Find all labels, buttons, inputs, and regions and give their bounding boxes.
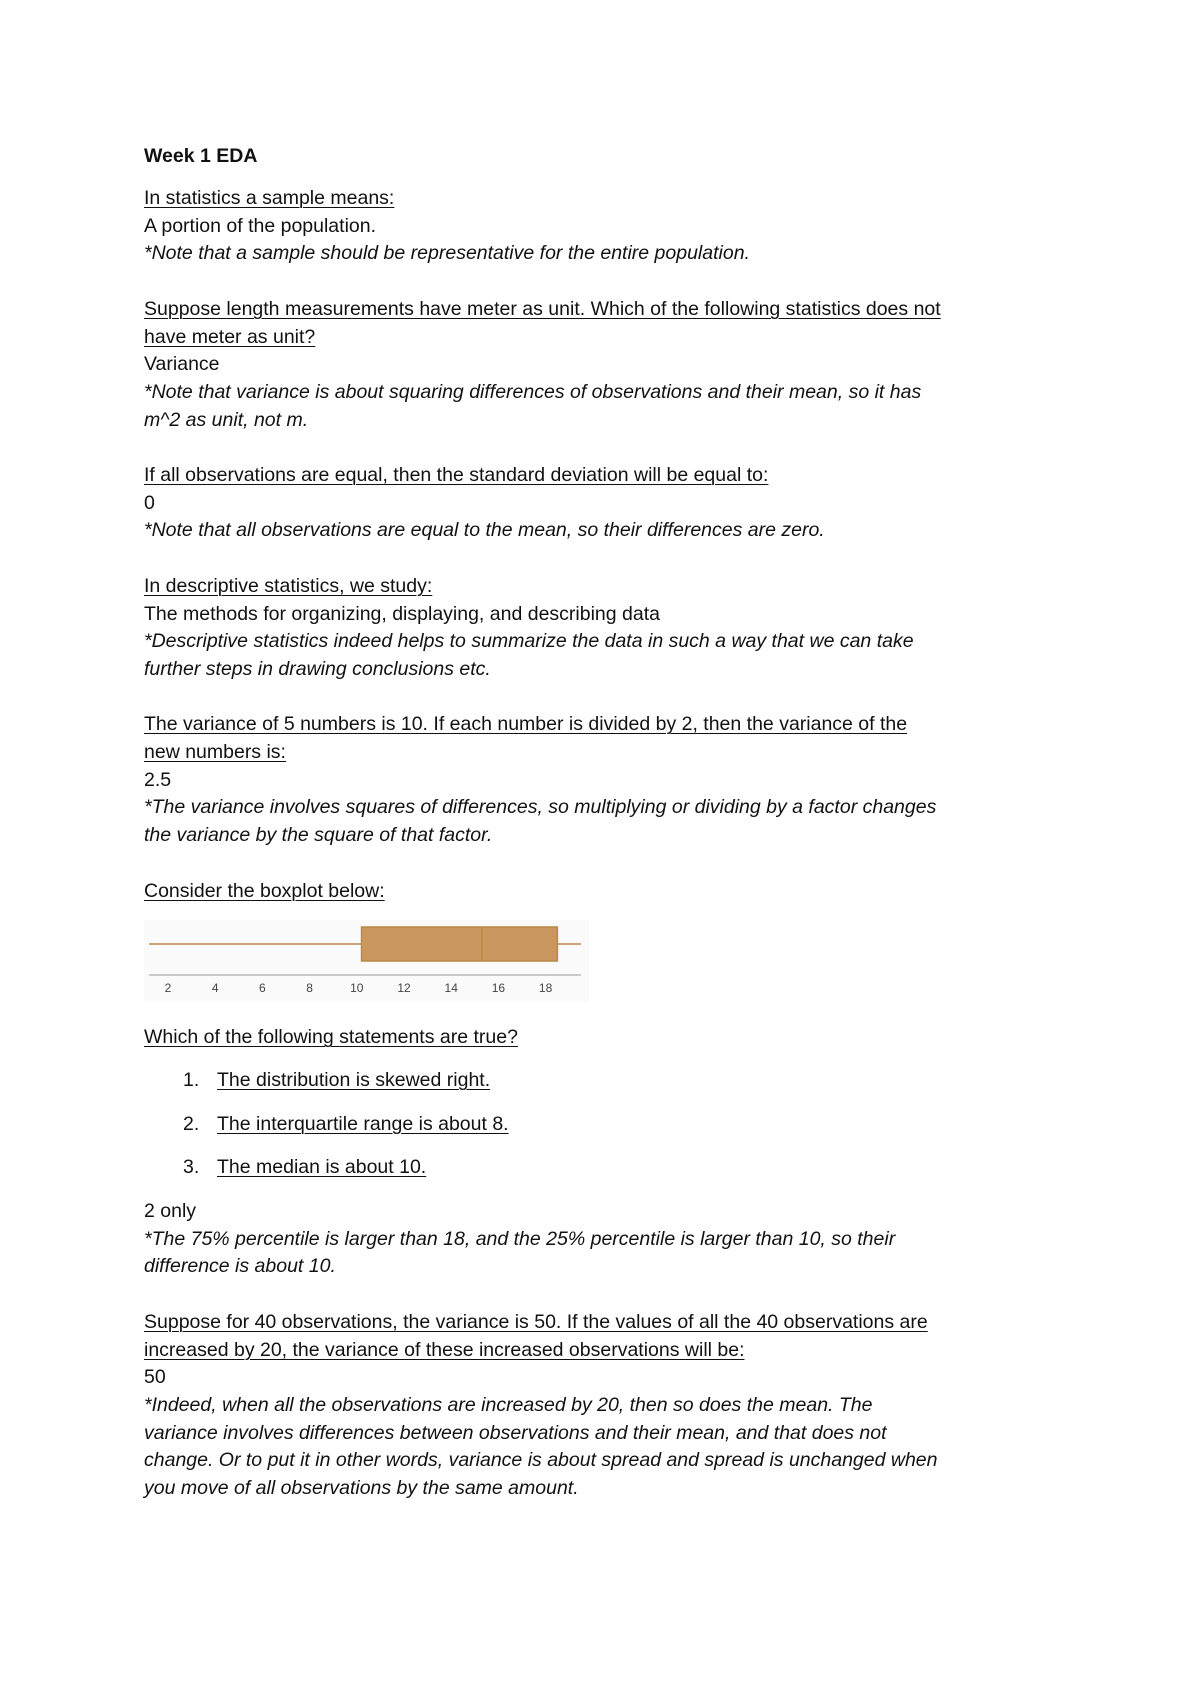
statement-list bbox=[144, 1067, 1084, 1182]
note-line: *Note that variance is about squaring differences of observations and their mean, so it has bbox=[144, 380, 922, 403]
note-line: *Note that a sample should be representative for the entire population. bbox=[144, 242, 750, 265]
note-line: difference is about 10. bbox=[144, 1255, 336, 1278]
statement-item bbox=[144, 1111, 1084, 1139]
tick-label: 14 bbox=[444, 981, 458, 996]
boxplot-intro: Consider the boxplot below: bbox=[144, 879, 385, 902]
note-line: *Descriptive statistics indeed helps to summarize the data in such a way that we can take bbox=[144, 630, 914, 653]
answer: 0 bbox=[144, 491, 155, 514]
boxplot-question: Which of the following statements are true? bbox=[144, 1026, 518, 1049]
answer: 50 bbox=[144, 1366, 166, 1389]
tick-label: 16 bbox=[491, 981, 506, 996]
question-line: If all observations are equal, then the standard deviation will be equal to: bbox=[144, 464, 769, 486]
question-block bbox=[144, 462, 1084, 573]
note-line: change. Or to put it in other words, variance is about spread and spread is unchanged when bbox=[144, 1449, 938, 1472]
answer: Variance bbox=[144, 353, 220, 376]
note-line: further steps in drawing conclusions etc. bbox=[144, 657, 491, 680]
statement-item bbox=[144, 1154, 1084, 1182]
question-block bbox=[144, 185, 1084, 296]
statement-number: 2. bbox=[183, 1112, 200, 1135]
note-line: variance involves differences between observations and their mean, and that does not bbox=[144, 1421, 887, 1444]
question-line: In statistics a sample means: bbox=[144, 187, 395, 209]
question-line: The variance of 5 numbers is 10. If each number is divided by 2, then the variance of the bbox=[144, 713, 908, 736]
page-title: Week 1 EDA bbox=[144, 145, 258, 167]
tick-label: 10 bbox=[350, 981, 364, 996]
question-block bbox=[144, 1309, 1084, 1503]
note-line: the variance by the square of that factor. bbox=[144, 824, 493, 847]
question-block bbox=[144, 573, 1084, 712]
tick-label: 2 bbox=[164, 981, 172, 996]
answer: 2.5 bbox=[144, 768, 172, 791]
question-line: In descriptive statistics, we study: bbox=[144, 574, 433, 597]
answer: 2 only bbox=[144, 1200, 197, 1223]
boxplot-chart bbox=[144, 920, 589, 1002]
note-line: *The 75% percentile is larger than 18, and the 25% percentile is larger than 10, so their bbox=[144, 1227, 896, 1250]
box-iqr bbox=[362, 927, 558, 961]
question-line: Suppose for 40 observations, the variance is 50. If the values of all the 40 observations are bbox=[144, 1310, 928, 1333]
statement-text: The interquartile range is about 8. bbox=[217, 1112, 509, 1135]
statement-text: The distribution is skewed right. bbox=[217, 1068, 491, 1091]
note-line: *Indeed, when all the observations are increased by 20, then so does the mean. The bbox=[144, 1393, 873, 1416]
statement-text: The median is about 10. bbox=[217, 1156, 427, 1179]
note-line: you move of all observations by the same amount. bbox=[144, 1477, 579, 1500]
tick-label: 8 bbox=[306, 981, 313, 996]
question-block bbox=[144, 711, 1084, 877]
statement-number: 3. bbox=[183, 1156, 200, 1179]
tick-label: 18 bbox=[538, 981, 553, 996]
note-line: *The variance involves squares of differences, so multiplying or dividing by a factor changes bbox=[144, 796, 937, 819]
answer: A portion of the population. bbox=[144, 214, 377, 237]
question-line: have meter as unit? bbox=[144, 325, 316, 348]
note-line: m^2 as unit, not m. bbox=[144, 408, 309, 431]
boxplot-section bbox=[144, 878, 1084, 1309]
qa-list bbox=[144, 185, 1084, 878]
tick-label: 12 bbox=[397, 981, 411, 996]
tick-label: 6 bbox=[259, 981, 266, 996]
note-line: *Note that all observations are equal to the mean, so their differences are zero. bbox=[144, 519, 825, 542]
statement-item bbox=[144, 1067, 1084, 1095]
question-block bbox=[144, 296, 1084, 462]
question-line: increased by 20, the variance of these increased observations will be: bbox=[144, 1338, 745, 1361]
tick-label: 4 bbox=[211, 981, 219, 996]
question-line: new numbers is: bbox=[144, 741, 286, 763]
document-body bbox=[144, 185, 1084, 1503]
question-line: Suppose length measurements have meter as unit. Which of the following statistics does not bbox=[144, 297, 941, 320]
statement-number: 1. bbox=[183, 1068, 200, 1091]
answer: The methods for organizing, displaying, and describing data bbox=[144, 602, 660, 625]
